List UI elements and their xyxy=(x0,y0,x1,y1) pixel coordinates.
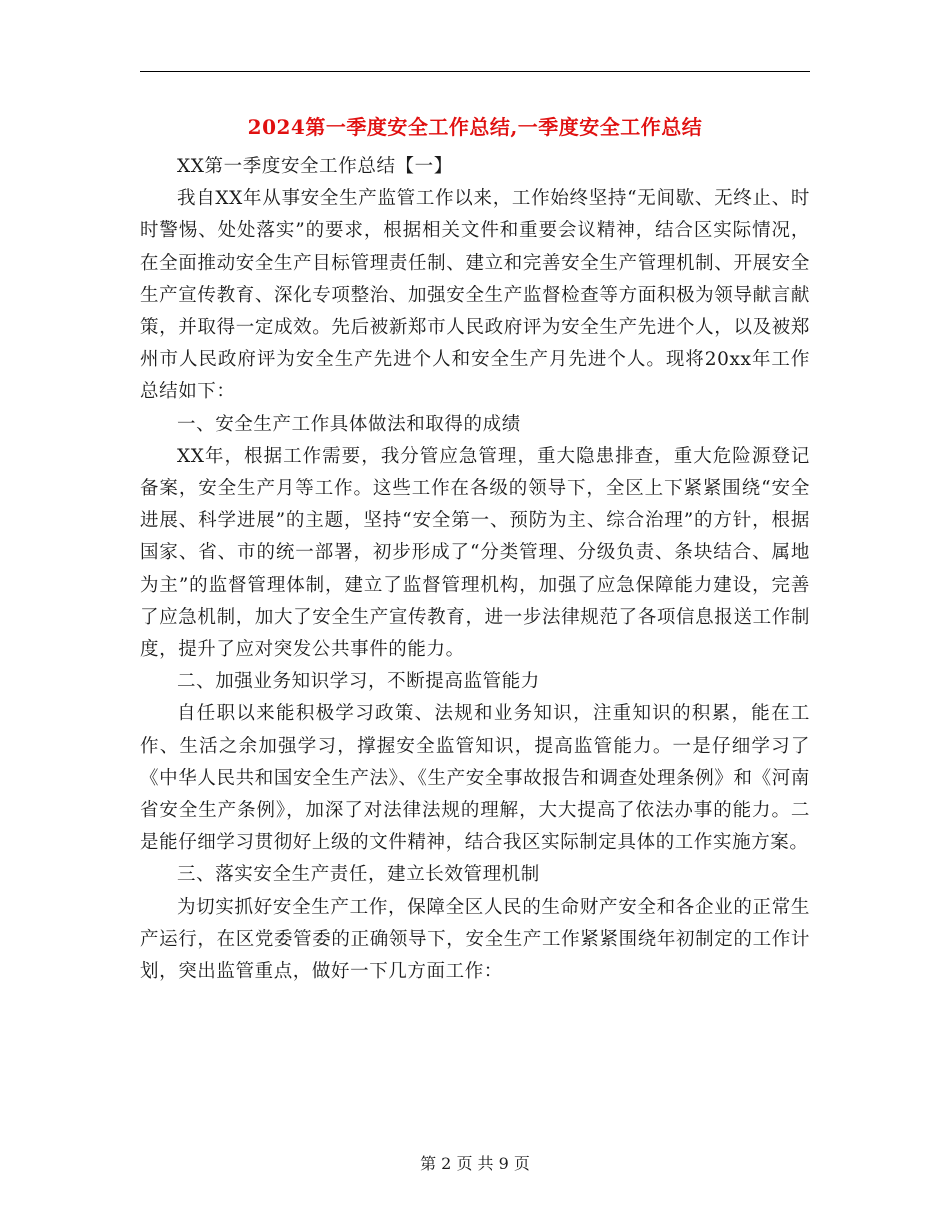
header-rule xyxy=(140,71,810,72)
paragraph-section-3: 为切实抓好安全生产工作，保障全区人民的生命财产安全和各企业的正常生产运行，在区党委管委的正确领导下，安全生产工作紧紧围绕年初制定的工作计划，突出监管重点，做好一下几方面工作： xyxy=(140,896,810,983)
section-heading-3: 三、落实安全生产责任，建立长效管理机制 xyxy=(177,864,540,886)
document-title: 2024第一季度安全工作总结,一季度安全工作总结 xyxy=(247,115,703,139)
paragraph-intro: 我自XX年从事安全生产监管工作以来，工作始终坚持“无间歇、无终止、时时警惕、处处落实”的要求，根据相关文件和重要会议精神，结合区实际情况，在全面推动安全生产目标管理责任制、建立和完善安全生产管理机制、开展安全生产宣传教育、深化专项整治、加强安全生产监督检查等方面积极为领导献言献策，并取得一定成效。先后被新郑市人民政府评为安全生产先进个人，以及被郑州市人民政府评为安全生产先进个人和安全生产月先进个人。现将20xx年工作总结如下： xyxy=(140,188,810,403)
page-number-footer: 第 2 页 共 9 页 xyxy=(420,1154,530,1173)
paragraph-subtitle: XX第一季度安全工作总结【一】 xyxy=(177,156,453,177)
paragraph-section-2: 自任职以来能积极学习政策、法规和业务知识，注重知识的积累，能在工作、生活之余加强学习，撑握安全监管知识，提高监管能力。一是仔细学习了《中华人民共和国安全生产法》、《生产安全事故报告和调查处理条例》和《河南省安全生产条例》，加深了对法律法规的理解，大大提高了依法办事的能力。二是能仔细学习贯彻好上级的文件精神，结合我区实际制定具体的工作实施方案。 xyxy=(140,703,810,854)
section-heading-1: 一、安全生产工作具体做法和取得的成绩 xyxy=(177,413,521,435)
section-heading-2: 二、加强业务知识学习，不断提高监管能力 xyxy=(177,671,540,693)
paragraph-section-1: XX年，根据工作需要，我分管应急管理，重大隐患排查，重大危险源登记备案，安全生产月等工作。这些工作在各级的领导下，全区上下紧紧围绕“安全进展、科学进展”的主题，坚持“安全第一、预防为主、综合治理”的方针，根据国家、省、市的统一部署，初步形成了“分类管理、分级负责、条块结合、属地为主”的监督管理体制，建立了监督管理机构，加强了应急保障能力建设，完善了应急机制，加大了安全生产宣传教育，进一步法律规范了各项信息报送工作制度，提升了应对突发公共事件的能力。 xyxy=(140,445,810,661)
document-body xyxy=(140,151,810,988)
